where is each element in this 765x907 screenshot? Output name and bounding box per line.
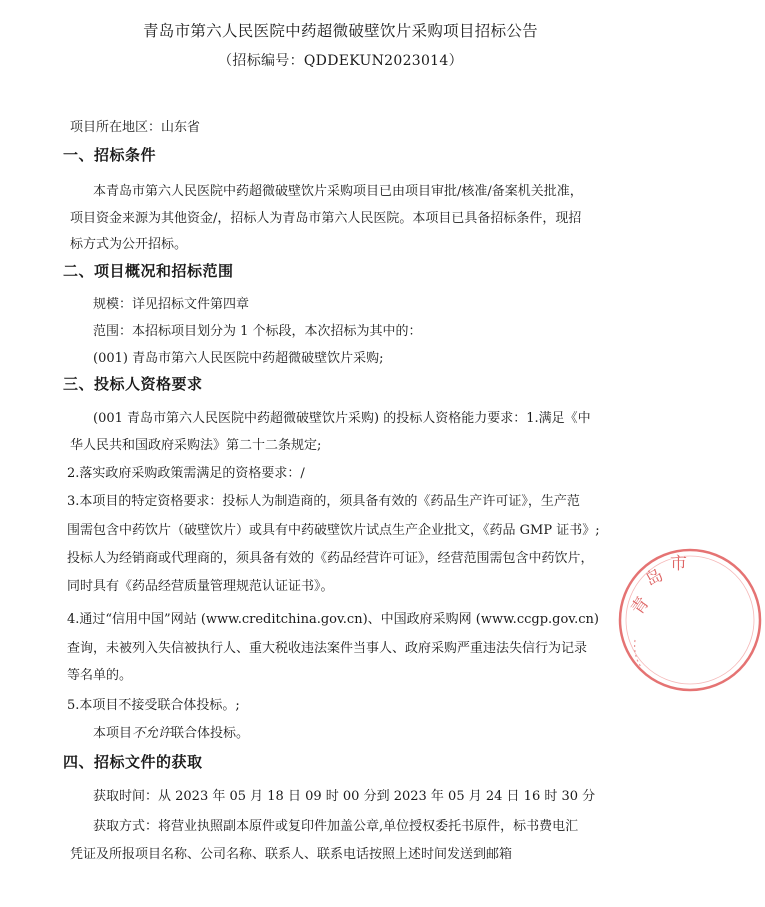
section-3-p2: 2.落实政府采购政策需满足的资格要求：/ bbox=[67, 466, 305, 481]
section-4-method-line-1: 获取方式：将营业执照副本原件或复印件加盖公章,单位授权委托书原件，标书费电汇 bbox=[93, 819, 579, 834]
section-3-p3-line-3: 投标人为经销商或代理商的，须具备有效的《药品经营许可证》，经营范围需包含中药饮片， bbox=[67, 551, 594, 566]
svg-text:岛: 岛 bbox=[642, 565, 667, 591]
section-4-time: 获取时间：从 2023 年 05 月 18 日 09 时 00 分到 2023 年 05 月 24 日 16 时 30 分 bbox=[93, 789, 596, 804]
section-3-p1-line-1: (001 青岛市第六人民医院中药超微破壁饮片采购) 的投标人资格能力要求：1.满足《中 bbox=[93, 411, 591, 426]
section-1-heading: 一、招标条件 bbox=[63, 146, 157, 164]
svg-text:青: 青 bbox=[627, 593, 654, 619]
section-3-p6-prefix: 本项目 bbox=[93, 726, 133, 741]
official-seal-stamp bbox=[615, 545, 765, 695]
section-1-line-1: 本青岛市第六人民医院中药超微破壁饮片采购项目已由项目审批/核准/备案机关批准， bbox=[93, 184, 583, 199]
section-3-p3-line-2: 围需包含中药饮片（破壁饮片）或具有中药破壁饮片试点生产企业批文，《药品 GMP 证书》; bbox=[67, 523, 600, 538]
section-4-heading: 四、招标文件的获取 bbox=[63, 753, 203, 771]
section-3-p6-suffix: 联合体投标。 bbox=[171, 726, 250, 741]
section-3-p6 bbox=[93, 725, 249, 743]
section-1-line-3: 标方式为公开招标。 bbox=[70, 237, 188, 252]
document-title: 青岛市第六人民医院中药超微破壁饮片采购项目招标公告 bbox=[142, 22, 538, 40]
section-2-scale: 规模：详见招标文件第四章 bbox=[93, 297, 250, 312]
section-3-p3-line-1: 3.本项目的特定资格要求：投标人为制造商的，须具备有效的《药品生产许可证》，生产范 bbox=[67, 494, 580, 509]
section-3-p4-line-2: 查询，未被列入失信被执行人、重大税收违法案件当事人、政府采购严重违法失信行为记录 bbox=[67, 641, 588, 656]
section-3-heading: 三、投标人资格要求 bbox=[63, 375, 203, 393]
section-4-method-line-2: 凭证及所报项目名称、公司名称、联系人、联系电话按照上述时间发送到邮箱 bbox=[70, 847, 513, 862]
section-3-p5: 5.本项目不接受联合体投标。; bbox=[67, 698, 240, 713]
tender-number: （招标编号：QDDEKUN2023014） bbox=[218, 53, 463, 69]
section-3-p4-line-1: 4.通过“信用中国”网站 (www.creditchina.gov.cn)、中国政府采购网 (www.ccgp.gov.cn) bbox=[67, 612, 599, 627]
section-3-p1-line-2: 华人民共和国政府采购法》第二十二条规定; bbox=[70, 438, 322, 453]
section-2-heading: 二、项目概况和招标范围 bbox=[63, 262, 234, 280]
svg-text:市: 市 bbox=[670, 554, 687, 574]
section-3-p3-line-4: 同时具有《药品经营质量管理规范认证证书》。 bbox=[67, 579, 334, 594]
section-2-lot: (001) 青岛市第六人民医院中药超微破壁饮片采购; bbox=[93, 351, 384, 366]
section-3-p6-italic: 不允许 bbox=[132, 726, 172, 741]
section-2-scope: 范围：本招标项目划分为 1 个标段，本次招标为其中的： bbox=[93, 324, 422, 339]
section-3-p4-line-3: 等名单的。 bbox=[67, 668, 133, 683]
section-1-line-2: 项目资金来源为其他资金/，招标人为青岛市第六人民医院。本项目已具备招标条件，现招 bbox=[70, 211, 582, 226]
project-region: 项目所在地区：山东省 bbox=[70, 120, 201, 135]
